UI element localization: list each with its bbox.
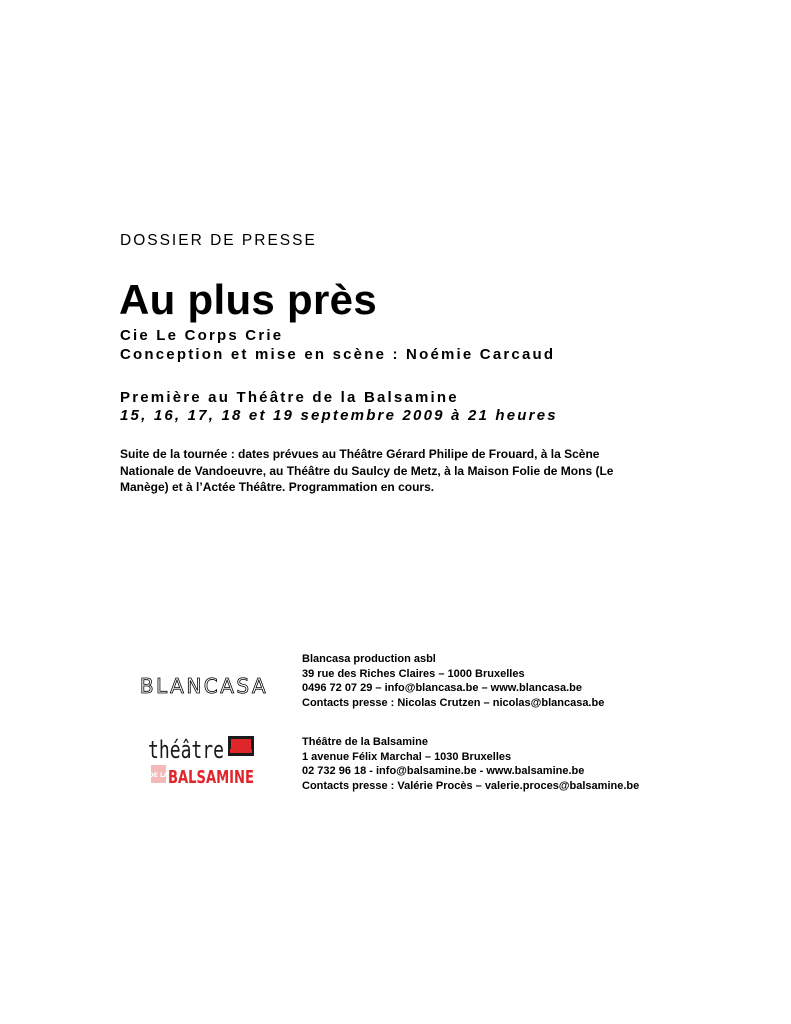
blancasa-name: Blancasa production asbl bbox=[302, 653, 436, 665]
blancasa-press-contact: Contacts presse : Nicolas Crutzen – nicolas@blancasa.be bbox=[302, 696, 605, 709]
balsamine-phone-web: 02 732 96 18 - info@balsamine.be - www.balsamine.be bbox=[302, 765, 585, 777]
blancasa-contact-block bbox=[302, 652, 604, 710]
conception-credit: Conception et mise en scène : Noémie Carcaud bbox=[120, 346, 556, 363]
tour-line: Suite de la tournée : dates prévues au Théâtre Gérard Philipe de Frouard, à la Scène bbox=[120, 447, 600, 461]
premiere-venue: Première au Théâtre de la Balsamine bbox=[120, 389, 459, 406]
balsamine-press-contact: Contacts presse : Valérie Procès – valerie.proces@balsamine.be bbox=[302, 779, 640, 792]
tour-line: Manège) et à l’Actée Théâtre. Programmation en cours. bbox=[120, 480, 435, 494]
balsamine-logo-de-la: DE LA bbox=[148, 772, 169, 779]
balsamine-logo-bottom: BALSAMINE bbox=[168, 767, 254, 788]
tour-paragraph bbox=[120, 446, 680, 496]
balsamine-address: 1 avenue Félix Marchal – 1030 Bruxelles bbox=[302, 750, 512, 763]
blancasa-phone-web: 0496 72 07 29 – info@blancasa.be – www.blancasa.be bbox=[302, 682, 582, 694]
balsamine-logo-top: théâtre bbox=[148, 736, 224, 764]
armchair-icon bbox=[228, 736, 254, 756]
page-title: Au plus près bbox=[119, 276, 377, 323]
balsamine-name: Théâtre de la Balsamine bbox=[302, 736, 428, 748]
blancasa-logo-text: BLANCASA bbox=[139, 674, 269, 698]
blancasa-address: 39 rue des Riches Claires – 1000 Bruxelles bbox=[302, 667, 525, 680]
performance-dates: 15, 16, 17, 18 et 19 septembre 2009 à 21 heures bbox=[120, 407, 558, 424]
tour-line: Nationale de Vandoeuvre, au Théâtre du Saulcy de Metz, à la Maison Folie de Mons (Le bbox=[120, 463, 614, 478]
balsamine-logo bbox=[148, 733, 256, 787]
company-name: Cie Le Corps Crie bbox=[120, 327, 284, 344]
blancasa-logo bbox=[121, 674, 287, 698]
balsamine-contact-block bbox=[302, 735, 639, 793]
press-dossier-kicker: DOSSIER DE PRESSE bbox=[120, 232, 317, 249]
